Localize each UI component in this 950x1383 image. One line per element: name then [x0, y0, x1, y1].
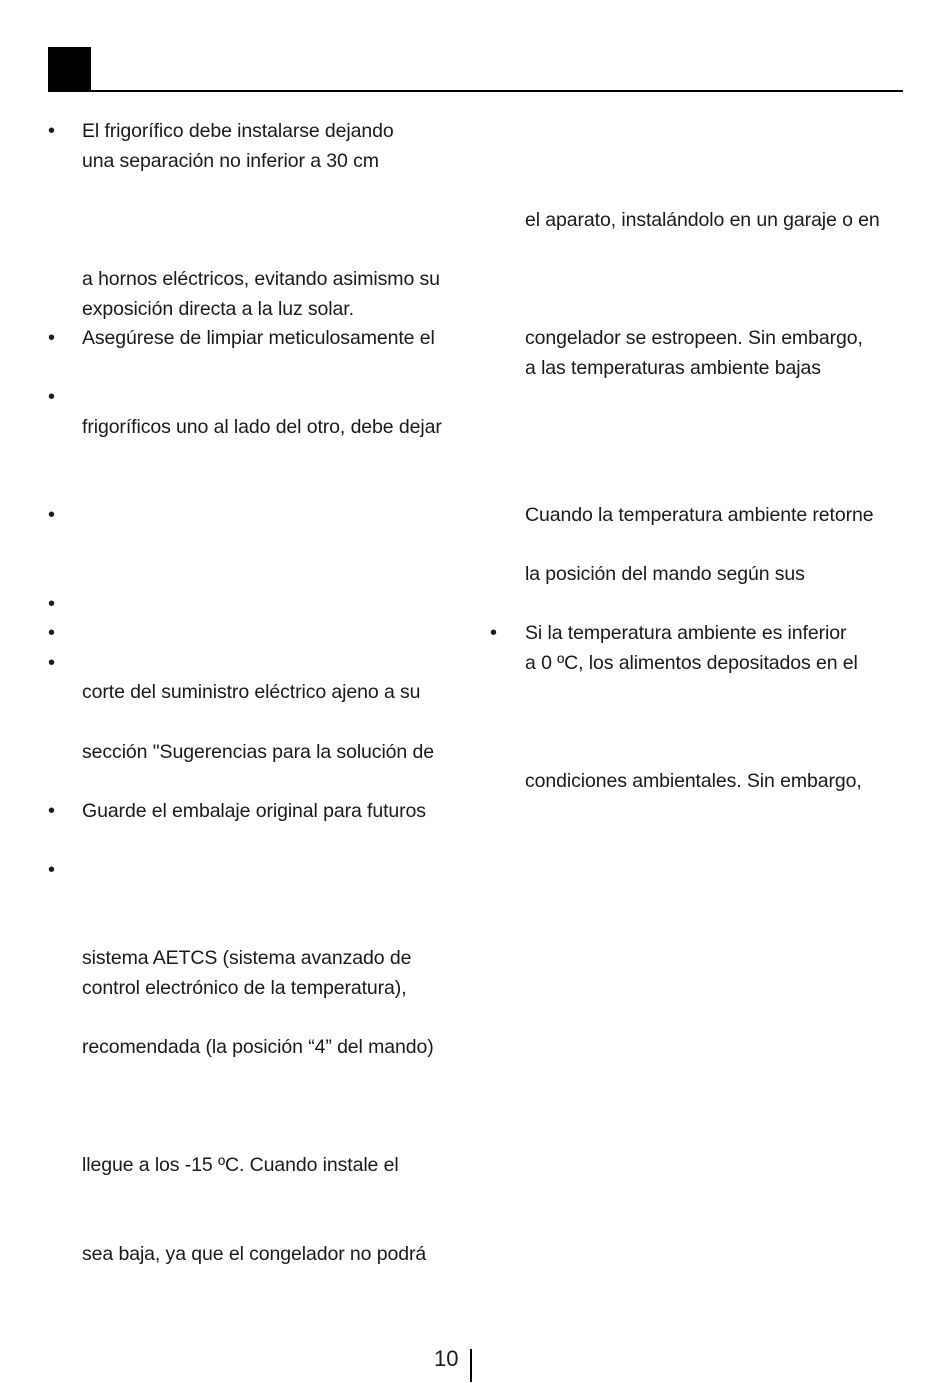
left-text-line: exposición directa a la luz solar.	[82, 298, 354, 320]
bullet-marker: •	[48, 386, 56, 408]
right-text-line: Cuando la temperatura ambiente retorne	[525, 504, 874, 526]
right-text-line: a las temperaturas ambiente bajas	[525, 357, 821, 379]
right-text-line: la posición del mando según sus	[525, 563, 805, 585]
bullet-marker: •	[48, 593, 56, 615]
bullet-marker: •	[48, 504, 56, 526]
left-text-line: Guarde el embalaje original para futuros	[82, 800, 426, 822]
left-text-line: a hornos eléctricos, evitando asimismo su	[82, 268, 440, 290]
page-number-rule	[470, 1349, 472, 1382]
left-text-line: Asegúrese de limpiar meticulosamente el	[82, 327, 435, 349]
bullet-marker: •	[48, 622, 56, 644]
right-text-line: el aparato, instalándolo en un garaje o en	[525, 209, 880, 231]
section-header-block	[48, 47, 91, 91]
left-text-line: sistema AETCS (sistema avanzado de	[82, 947, 412, 969]
left-text-line: sea baja, ya que el congelador no podrá	[82, 1243, 427, 1265]
left-text-line: El frigorífico debe instalarse dejando	[82, 120, 394, 142]
bullet-marker: •	[48, 652, 56, 674]
bullet-marker: •	[48, 120, 56, 142]
left-text-line: llegue a los -15 ºC. Cuando instale el	[82, 1154, 399, 1176]
right-text-line: Si la temperatura ambiente es inferior	[525, 622, 847, 644]
bullet-marker: •	[48, 800, 56, 822]
left-text-line: corte del suministro eléctrico ajeno a su	[82, 681, 421, 703]
left-text-line: sección "Sugerencias para la solución de	[82, 741, 434, 763]
page-number: 10	[434, 1346, 459, 1371]
section-header-rule	[48, 90, 903, 92]
bullet-marker: •	[48, 327, 56, 349]
right-text-line: a 0 ºC, los alimentos depositados en el	[525, 652, 858, 674]
right-text-line: congelador se estropeen. Sin embargo,	[525, 327, 863, 349]
left-text-line: una separación no inferior a 30 cm	[82, 150, 379, 172]
right-text-line: condiciones ambientales. Sin embargo,	[525, 770, 862, 792]
left-text-line: frigoríficos uno al lado del otro, debe dejar	[82, 416, 442, 438]
bullet-marker: •	[48, 859, 56, 881]
left-text-line: recomendada (la posición “4” del mando)	[82, 1036, 434, 1058]
bullet-marker: •	[490, 622, 498, 644]
left-text-line: control electrónico de la temperatura),	[82, 977, 407, 999]
